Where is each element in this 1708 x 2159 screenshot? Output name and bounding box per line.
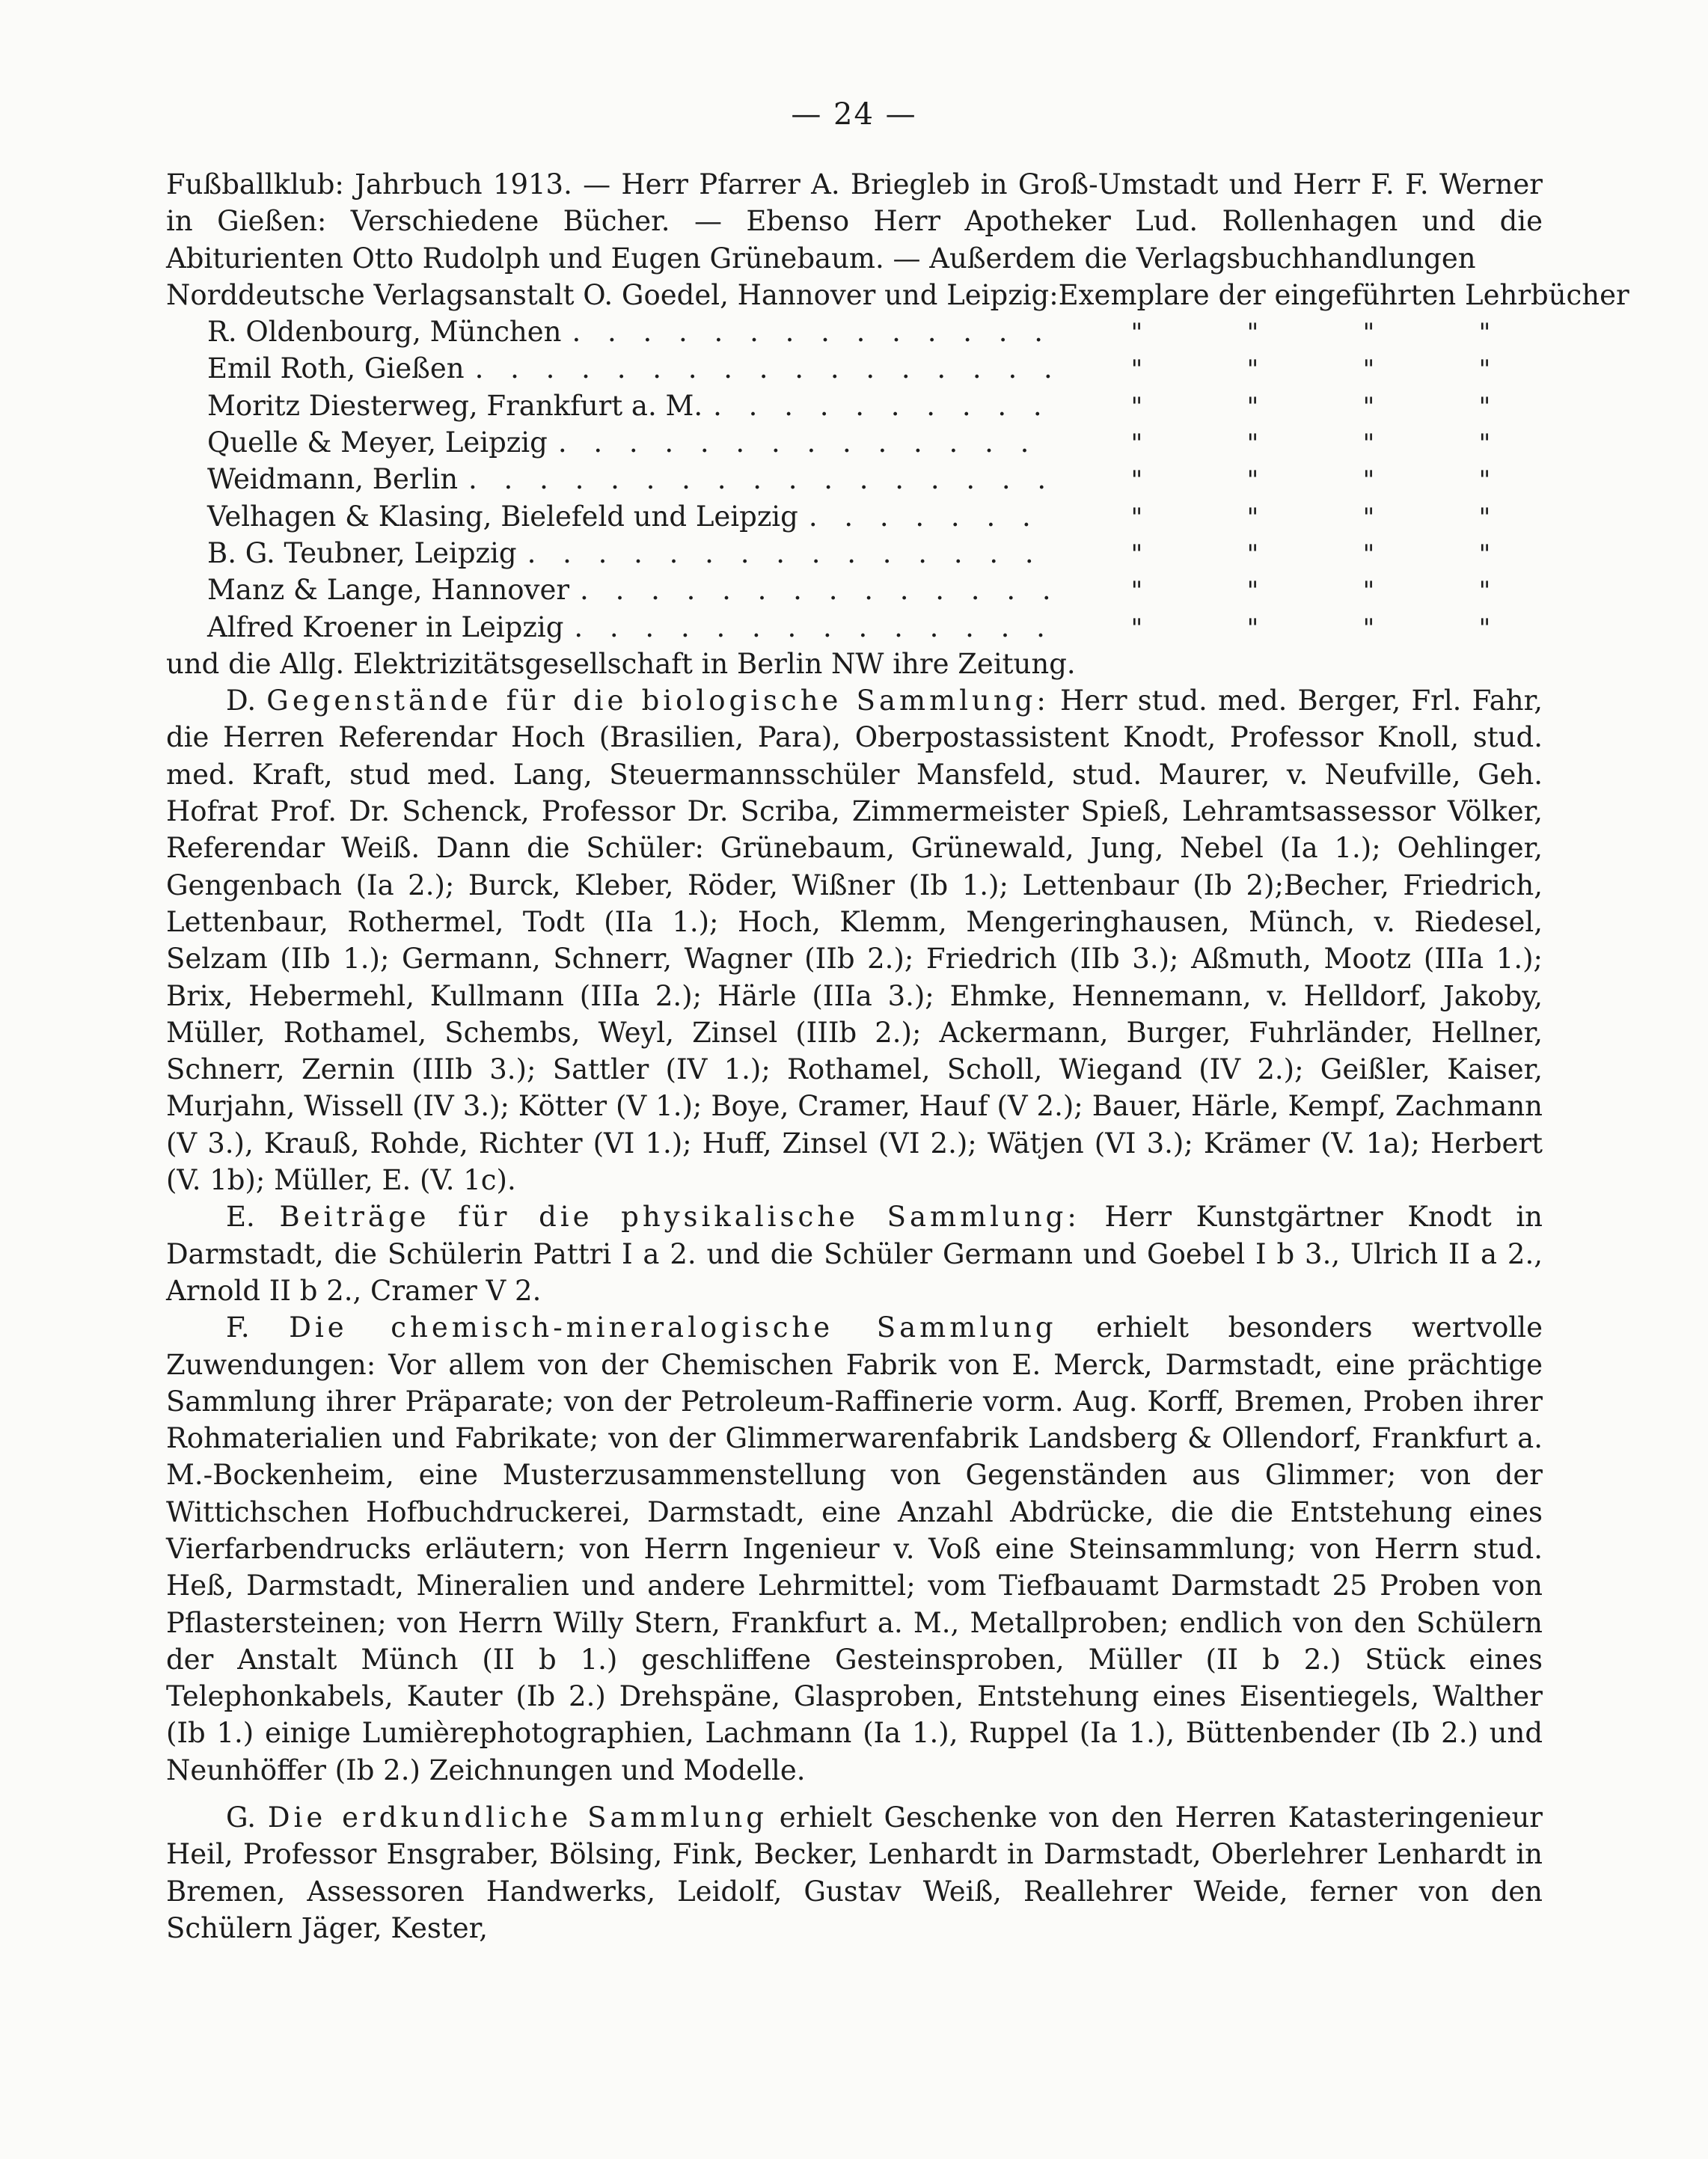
publisher-name: Quelle & Meyer, Leipzig xyxy=(207,426,548,459)
leader-dots xyxy=(798,498,1056,535)
publisher-name: Manz & Lange, Hannover xyxy=(207,574,570,607)
publisher-contribution: Exemplare der eingeführten Lehrbücher xyxy=(1058,278,1629,311)
publisher-row xyxy=(166,535,1543,572)
section-f xyxy=(166,1309,1543,1789)
section-label: G. xyxy=(226,1801,256,1834)
section-text: erhielt besonders wertvolle Zuwendungen: Vor allem von der Chemischen Fabrik von E. Merck, Darmstadt, eine prächtige Sammlung ihrer Präparate; von der Petroleum-Raffinerie vorm. Aug. Korff, Bremen, Proben ihrer Rohmaterialien und Fabrikate; von der Glimmerwarenfabrik Landsberg & Ollendorf, Frankfurt a. M.-Bockenheim, eine Musterzusammenstellung von Gegenständen aus Glimmer; von der Wittichschen Hofbuchdruckerei, Darmstadt, eine Anzahl Abdrücke, die die Entstehung eines Vierfarbendrucks erläutern; von Herrn Ingenieur v. Voß eine Steinsammlung; von Herrn stud. Heß, Darmstadt, Mineralien und andere Lehrmittel; vom Tiefbauamt Darmstadt 25 Proben von Pflastersteinen; von Herrn Willy Stern, Frankfurt a. M., Metallproben; endlich von den Schülern der Anstalt Münch (II b 1.) geschliffene Gesteinsproben, Müller (II b 2.) Stück eines Telephonkabels, Kauter (Ib 2.) Drehspäne, Glasproben, Entstehung eines Eisentiegels, Walther (Ib 1.) einige Lumièrephotographien, Lachmann (Ia 1.), Ruppel (Ia 1.), Büttenbender (Ib 2.) und Neunhöffer (Ib 2.) Zeichnungen und Modelle. xyxy=(166,1311,1543,1786)
ditto-marks: " " " " xyxy=(1130,613,1491,643)
document-body xyxy=(166,166,1629,1947)
publisher-list xyxy=(166,277,1629,646)
section-heading: Die chemisch-mineralogische Sammlung xyxy=(289,1311,1057,1344)
section-heading: Die erdkundliche Sammlung xyxy=(267,1801,768,1834)
section-label: F. xyxy=(226,1311,250,1344)
publisher-row xyxy=(166,572,1543,608)
publisher-row xyxy=(166,350,1543,387)
section-text: Herr stud. med. Berger, Frl. Fahr, die Herren Referendar Hoch (Brasilien, Para), Oberpostassistent Knodt, Professor Knoll, stud. med. Kraft, stud med. Lang, Steuermannsschüler Mansfeld, stud. Maurer, v. Neufville, Geh. Hofrat Prof. Dr. Schenck, Professor Dr. Scriba, Zimmermeister Spieß, Lehramtsassessor Völker, Referendar Weiß. Dann die Schüler: Grünebaum, Grünewald, Jung, Nebel (Ia 1.); Oehlinger, Gengenbach (Ia 2.); Burck, Kleber, Röder, Wißner (Ib 1.); Lettenbaur (Ib 2);Becher, Friedrich, Lettenbaur, Rothermel, Todt (IIa 1.); Hoch, Klemm, Mengeringhausen, Münch, v. Riedesel, Selzam (IIb 1.); Germann, Schnerr, Wagner (IIb 2.); Friedrich (IIb 3.); Aßmuth, Mootz (IIIa 1.); Brix, Hebermehl, Kullmann (IIIa 2.); Härle (IIIa 3.); Ehmke, Hennemann, v. Helldorf, Jakoby, Müller, Rothamel, Schembs, Weyl, Zinsel (IIIb 2.); Ackermann, Burger, Fuhrländer, Hellner, Schnerr, Zernin (IIIb 3.); Sattler (IV 1.); Rothamel, Scholl, Wiegand (IV 2.); Geißler, Kaiser, Murjahn, Wissell (IV 3.); Kötter (V 1.); Boye, Cramer, Hauf (V 2.); Bauer, Härle, Kempf, Zachmann (V 3.), Krauß, Rohde, Richter (VI 1.); Huff, Zinsel (VI 2.); Wätjen (VI 3.); Krämer (V. 1a); Herbert (V. 1b); Müller, E. (V. 1c). xyxy=(166,685,1543,1197)
section-g xyxy=(166,1799,1543,1947)
leader-dots xyxy=(563,609,1056,646)
section-e xyxy=(166,1198,1543,1309)
publisher-row xyxy=(166,609,1543,646)
publisher-name: Velhagen & Klasing, Bielefeld und Leipzig xyxy=(207,500,798,533)
section-heading: Gegenstände für die biologische Sammlung: xyxy=(266,685,1050,717)
ditto-marks: " " " " xyxy=(1130,576,1491,607)
leader-dots xyxy=(561,313,1056,350)
publisher-name: Weidmann, Berlin xyxy=(207,463,459,496)
publisher-row xyxy=(166,424,1543,461)
publisher-name: R. Oldenbourg, München xyxy=(207,316,562,349)
publisher-row xyxy=(166,461,1543,497)
publisher-row xyxy=(166,313,1543,350)
ditto-marks: " " " " xyxy=(1130,502,1491,533)
closing-line: und die Allg. Elektrizitätsgesellschaft in Berlin NW ihre Zeitung. xyxy=(166,647,1076,680)
publisher-name: Moritz Diesterweg, Frankfurt a. M. xyxy=(207,389,703,422)
publisher-name: B. G. Teubner, Leipzig xyxy=(207,536,517,569)
section-text: Herr Kunstgärtner Knodt in Darmstadt, die Schülerin Pattri I a 2. und die Schüler Germann und Goebel I b 3., Ulrich II a 2., Arnold II b 2., Cramer V 2. xyxy=(166,1201,1543,1307)
section-label: E. xyxy=(226,1201,255,1234)
section-text: erhielt Geschenke von den Herren Katasteringenieur Heil, Professor Ensgraber, Bölsing, Fink, Becker, Lenhardt in Darmstadt, Oberlehrer Lenhardt in Bremen, Assessoren Handwerks, Leidolf, Gustav Weiß, Reallehrer Weide, ferner von den Schülern Jäger, Kester, xyxy=(166,1801,1543,1944)
leader-dots xyxy=(569,572,1056,608)
leader-dots xyxy=(703,388,1056,424)
publisher-name: Alfred Kroener in Leipzig xyxy=(207,610,564,643)
publisher-name: Norddeutsche Verlagsanstalt O. Goedel, Hannover und Leipzig: xyxy=(166,278,1059,311)
publisher-row xyxy=(166,277,1629,313)
leader-dots xyxy=(517,535,1056,572)
publisher-row xyxy=(166,388,1543,424)
ditto-marks: " " " " xyxy=(1130,355,1491,385)
section-d xyxy=(166,682,1543,1198)
intro-paragraph: Fußballklub: Jahrbuch 1913. — Herr Pfarrer A. Briegleb in Groß-Umstadt und Herr F. F. Werner in Gießen: Verschiedene Bücher. — Ebenso Herr Apotheker Lud. Rollenhagen und die Abiturienten Otto Rudolph und Eugen Grünebaum. — Außerdem die Verlagsbuchhandlungen xyxy=(166,168,1543,275)
ditto-marks: " " " " xyxy=(1130,429,1491,459)
leader-dots xyxy=(548,424,1056,461)
ditto-marks: " " " " xyxy=(1130,539,1491,569)
page-number: — 24 — xyxy=(791,97,917,132)
section-heading: Beiträge für die physikalische Sammlung: xyxy=(279,1201,1080,1234)
publisher-name: Emil Roth, Gießen xyxy=(207,352,465,385)
ditto-marks: " " " " xyxy=(1130,318,1491,349)
publisher-row xyxy=(166,498,1543,535)
leader-dots xyxy=(458,461,1056,497)
leader-dots xyxy=(465,350,1056,387)
section-label: D. xyxy=(226,685,257,717)
ditto-marks: " " " " xyxy=(1130,391,1491,422)
ditto-marks: " " " " xyxy=(1130,465,1491,496)
